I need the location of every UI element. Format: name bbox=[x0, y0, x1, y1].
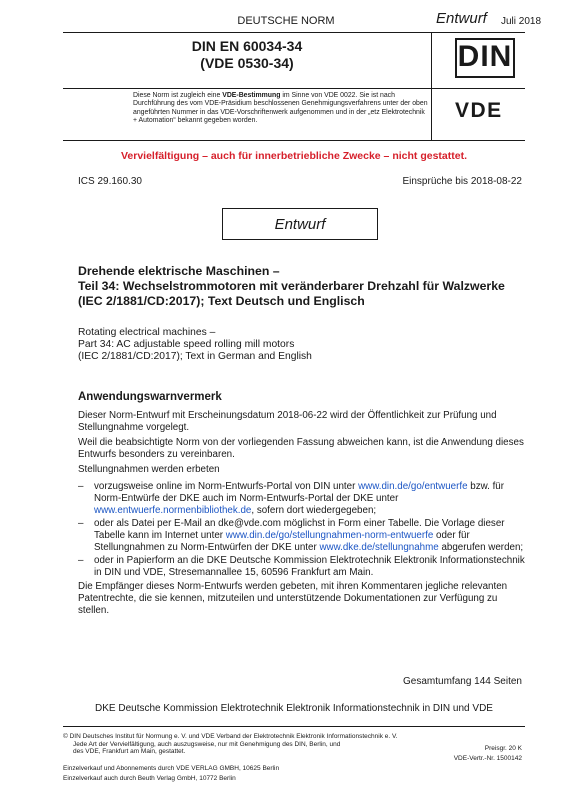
header-rule-top bbox=[63, 32, 525, 33]
dke-stellungnahme-link[interactable]: www.dke.de/stellungnahme bbox=[319, 541, 439, 553]
distribution-info bbox=[63, 765, 443, 782]
header-entwurf: Entwurf bbox=[436, 10, 487, 27]
copyright-notice bbox=[63, 733, 443, 756]
list-dash: – bbox=[78, 555, 84, 566]
vde-distribution-number: VDE-Vertr.-Nr. 1500142 bbox=[453, 754, 522, 762]
copyright-line3: des VDE, Frankfurt am Main, gestattet. bbox=[73, 748, 186, 756]
list-dash: – bbox=[78, 518, 84, 529]
footer-rule bbox=[63, 726, 525, 727]
application-warning-p3: Stellungnahmen werden erbeten bbox=[78, 464, 220, 475]
item-text-part: oder für Stellungnahmen zu Norm-Entwürfen der DKE unter bbox=[94, 529, 470, 553]
din-entwuerfe-link[interactable]: www.din.de/go/entwuerfe bbox=[358, 481, 468, 492]
list-dash: – bbox=[78, 481, 84, 492]
vde-note bbox=[133, 92, 429, 125]
title-english-line2: Part 34: AC adjustable speed rolling mill motors bbox=[78, 339, 295, 350]
header-rule-middle bbox=[63, 88, 525, 89]
dke-entwuerfe-link[interactable]: www.entwuerfe.normenbibliothek.de bbox=[94, 504, 252, 516]
header-rule-bottom bbox=[63, 140, 525, 141]
reproduction-warning: Vervielfältigung – auch für innerbetriebliche Zwecke – nicht gestattet. bbox=[120, 150, 467, 162]
copyright-line1: © DIN Deutsches Institut für Normung e. V. und VDE Verband der Elektrotechnik Elektronik Informationstechnik e. V. bbox=[63, 733, 398, 740]
title-english-line3: (IEC 2/1881/CD:2017); Text in German and English bbox=[78, 351, 312, 362]
din-logo bbox=[455, 38, 515, 78]
title-german-line3: (IEC 2/1881/CD:2017); Text Deutsch und Englisch bbox=[78, 294, 365, 308]
ics-code: ICS 29.160.30 bbox=[78, 176, 142, 187]
header-date: Juli 2018 bbox=[501, 16, 542, 27]
copyright-line2: Jede Art der Vervielfältigung, auch auszugsweise, nur mit Genehmigung des DIN, Berlin, und bbox=[73, 740, 341, 748]
submission-item-online bbox=[78, 481, 528, 517]
vde-logo: VDE bbox=[455, 99, 503, 122]
distribution-line1: Einzelverkauf und Abonnements durch VDE VERLAG GMBH, 10625 Berlin bbox=[63, 765, 280, 772]
total-pages: Gesamtumfang 144 Seiten bbox=[403, 676, 522, 687]
item-text-part: oder als Datei per E-Mail an dke@vde.com möglichst in Form einer Tabelle. Die Vorlage dieser Tabelle kann im Internet unter bbox=[94, 518, 505, 541]
din-stellungnahmen-link[interactable]: www.din.de/go/stellungnahmen-norm-entwuerfe bbox=[225, 529, 434, 541]
vde-classification: (VDE 0530-34) bbox=[200, 55, 294, 71]
item-text-part: vorzugsweise online im Norm-Entwurfs-Portal von DIN unter bbox=[94, 481, 359, 492]
submission-item-email bbox=[78, 518, 528, 554]
entwurf-box bbox=[222, 208, 378, 240]
application-warning-heading: Anwendungswarnvermerk bbox=[78, 391, 222, 403]
header-divider-upper bbox=[431, 32, 432, 88]
list-item-text bbox=[94, 518, 528, 553]
application-warning-p4: Die Empfänger dieses Norm-Entwurfs werden gebeten, mit ihren Kommentaren jegliche relevanten Patentrechte, die sie kennen, mitzuteilen und unterstützende Dokumentationen zur Verfügung zu stellen. bbox=[78, 581, 508, 616]
header-divider-lower bbox=[431, 88, 432, 140]
price-info bbox=[430, 745, 522, 762]
title-english-line1: Rotating electrical machines – bbox=[78, 327, 216, 338]
title-german-line2: Teil 34: Wechselstrommotoren mit veränderbarer Drehzahl für Walzwerke bbox=[78, 279, 505, 293]
entwurf-box-label: Entwurf bbox=[274, 215, 326, 233]
norm-label: DEUTSCHE NORM bbox=[237, 15, 335, 27]
vde-note-bold: VDE-Bestimmung bbox=[222, 92, 281, 99]
vde-note-post: im Sinne von VDE 0022. Sie ist nach Durchführung des vom VDE-Präsidium beschlossenen Genehmigungsverfahrens unter der oben angeführten Nummer in das VDE-Vorschriftenwerk aufgenommen und in der „etz Elektrotechnik + Automation“ bekannt gegeben worden. bbox=[133, 92, 428, 124]
application-warning-p2: Weil die beabsichtigte Norm von der vorliegenden Fassung abweichen kann, ist die Anwendung dieses Entwurfs besonders zu vereinbaren. bbox=[78, 437, 524, 460]
application-warning-p1: Dieser Norm-Entwurf mit Erscheinungsdatum 2018-06-22 wird der Öffentlichkeit zur Prüfung und Stellungnahme vorgelegt. bbox=[78, 410, 497, 433]
din-logo-text: DIN bbox=[457, 40, 513, 73]
title-english bbox=[78, 327, 528, 363]
submission-item-paper bbox=[78, 555, 528, 579]
item-text-part: bzw. für Norm-Entwürfe der DKE auch im Norm-Entwurfs-Portal der DKE unter bbox=[94, 481, 505, 504]
item-text-part: , sofern dort wiedergegeben; bbox=[251, 504, 377, 516]
item-text-part: abgerufen werden; bbox=[438, 541, 524, 553]
title-german-line1: Drehende elektrische Maschinen – bbox=[78, 264, 280, 278]
document-number: DIN EN 60034-34 bbox=[191, 38, 303, 54]
vde-note-pre: Diese Norm ist zugleich eine bbox=[133, 92, 223, 99]
title-german bbox=[78, 264, 528, 309]
list-item-text bbox=[94, 481, 528, 516]
list-item-text: oder in Papierform an die DKE Deutsche Kommission Elektrotechnik Elektronik Informationstechnik in DIN und VDE, Stresemannallee 15, 60596 Frankfurt am Main. bbox=[94, 555, 525, 578]
distribution-line2: Einzelverkauf auch durch Beuth Verlag GmbH, 10772 Berlin bbox=[63, 774, 236, 782]
document-number-block bbox=[63, 38, 431, 72]
price-group: Preisgr. 20 K bbox=[484, 745, 522, 752]
objection-deadline: Einsprüche bis 2018-08-22 bbox=[402, 176, 522, 187]
dke-commission-line: DKE Deutsche Kommission Elektrotechnik Elektronik Informationstechnik in DIN und VDE bbox=[95, 703, 493, 714]
